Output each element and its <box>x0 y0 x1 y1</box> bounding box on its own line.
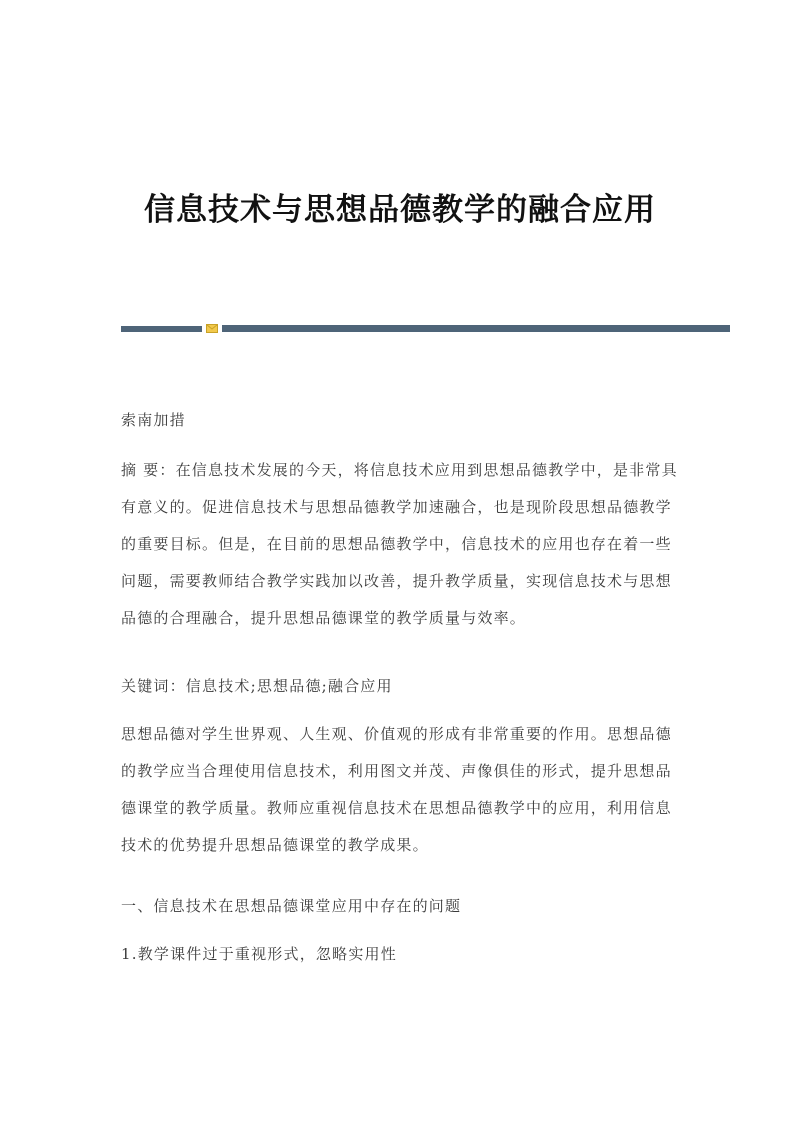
section-heading: 一、信息技术在思想品德课堂应用中存在的问题 <box>121 897 462 915</box>
intro-paragraph: 思想品德对学生世界观、人生观、价值观的形成有非常重要的作用。思想品德的教学应当合理使用信息技术，利用图文并茂、声像俱佳的形式，提升思想品德课堂的教学质量。教师应重视信息技术在思想品德教学中的应用，利用信息技术的优势提升思想品德课堂的教学成果。 <box>121 725 672 854</box>
document-title: 信息技术与思想品德教学的融合应用 <box>144 192 656 228</box>
author-name: 索南加措 <box>121 411 186 429</box>
subsection-heading: 1.教学课件过于重视形式，忽略实用性 <box>121 945 397 963</box>
divider-left-bar <box>121 326 202 332</box>
abstract-paragraph: 摘 要：在信息技术发展的今天，将信息技术应用到思想品德教学中，是非常具有意义的。促进信息技术与思想品德教学加速融合，也是现阶段思想品德教学的重要目标。但是，在目前的思想品德教学中，信息技术的应用也存在着一些问题，需要教师结合教学实践加以改善，提升教学质量，实现信息技术与思想品德的合理融合，提升思想品德课堂的教学质量与效率。 <box>121 461 678 627</box>
envelope-icon <box>206 323 218 334</box>
keywords-line: 关键词：信息技术;思想品德;融合应用 <box>121 677 393 695</box>
title-divider <box>121 325 730 333</box>
divider-right-bar <box>222 325 730 332</box>
